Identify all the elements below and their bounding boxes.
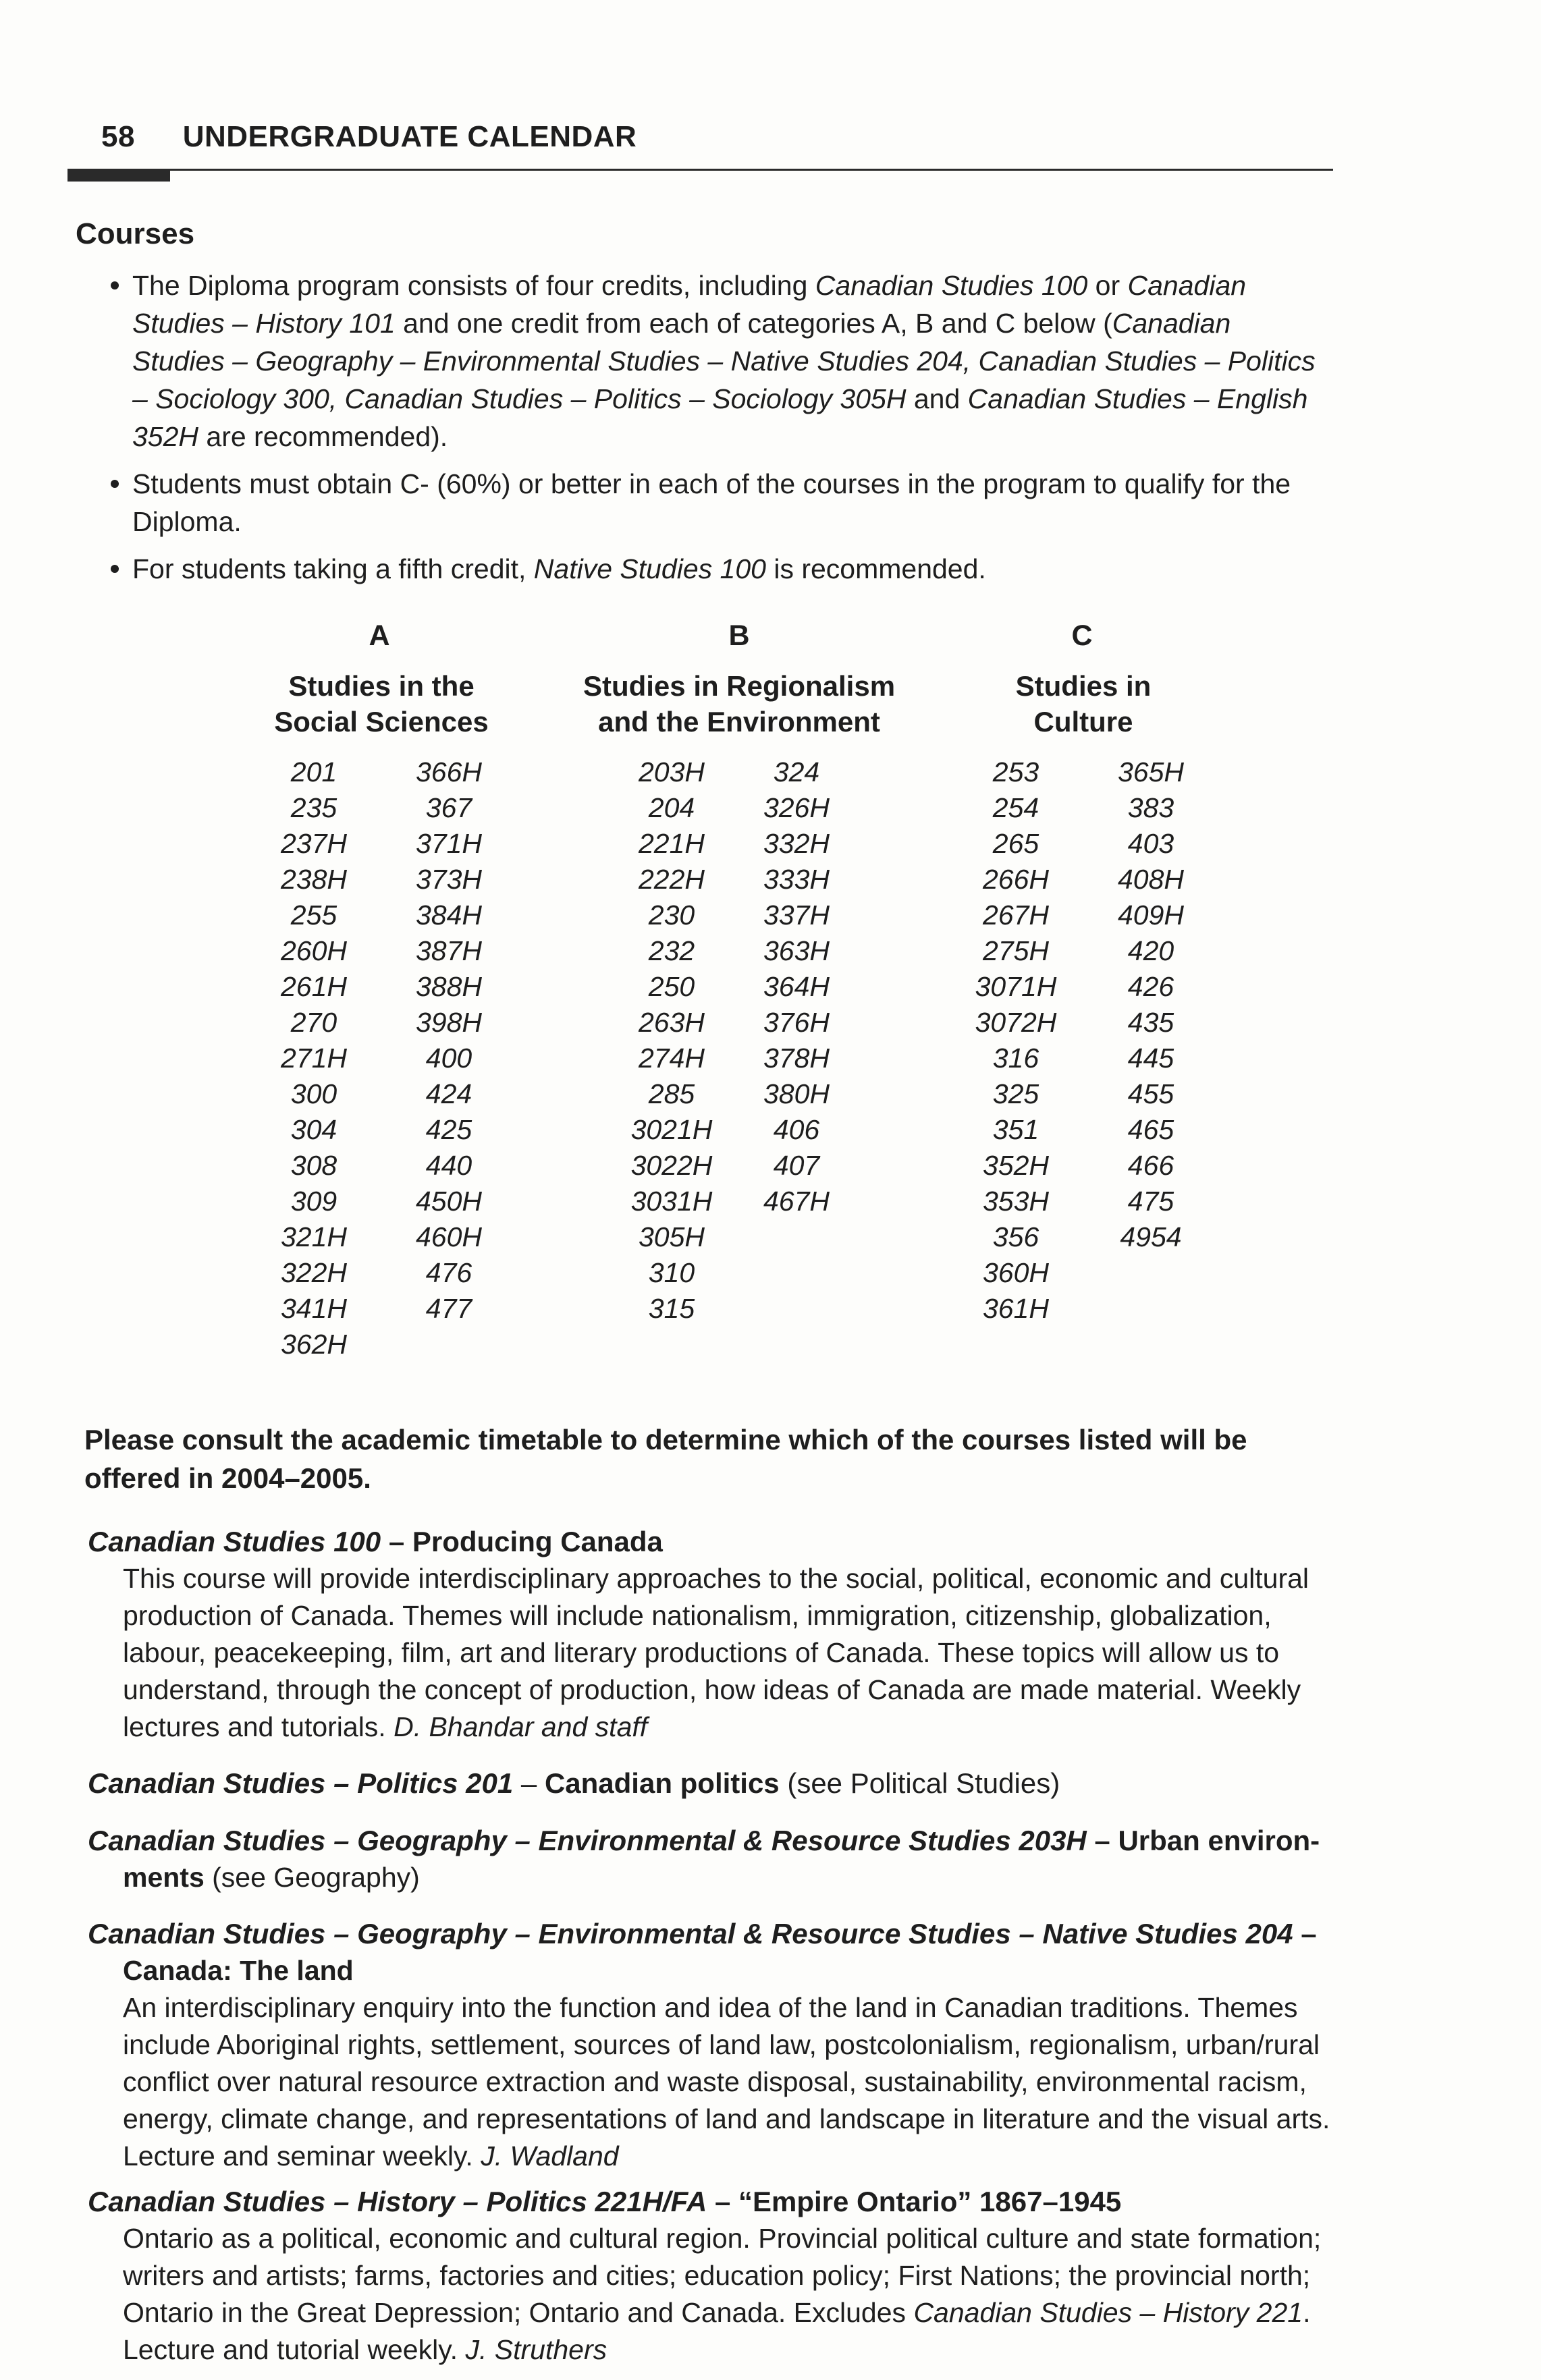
course-entry — [88, 2183, 1343, 2369]
course-number: 3022H — [630, 1150, 713, 1181]
description-text: Ontario as a political, economic and cultural region. Provincial political culture and state formation; writers and artists; farms, factories and cities; education policy; First Nations; the provincial north; Ontario in the Great Depression; Ontario and Canada. Excludes — [123, 2223, 1322, 2328]
course-number: 3071H — [975, 971, 1057, 1002]
course-number: 383 — [1127, 792, 1174, 823]
course-name: Urban environ- — [1118, 1825, 1320, 1856]
course-number: 403 — [1127, 828, 1174, 859]
course-number: 304 — [290, 1114, 337, 1145]
course-number: 367 — [425, 792, 472, 823]
course-code: Canadian Studies – History – Politics 221H/FA — [88, 2186, 707, 2217]
course-reference: Canadian Studies 100 — [815, 270, 1088, 301]
course-number: 232 — [648, 935, 695, 966]
course-reference: Canadian Studies – History 101 — [132, 270, 1247, 339]
category-title-line: Studies in Regionalism — [583, 670, 896, 702]
course-number: 425 — [425, 1114, 472, 1145]
course-number: 477 — [425, 1293, 472, 1324]
course-number: 261H — [280, 971, 347, 1002]
course-title-continued — [88, 1859, 1343, 1896]
page-number: 58 — [101, 120, 135, 153]
course-number: 371H — [415, 828, 482, 859]
course-number: 221H — [638, 828, 705, 859]
course-number: 204 — [648, 792, 695, 823]
course-number: 398H — [415, 1007, 482, 1038]
course-number: 309 — [290, 1186, 337, 1217]
list-item — [108, 465, 1323, 541]
instructor: J. Wadland — [481, 2140, 619, 2171]
program-requirements-list — [108, 267, 1323, 597]
course-number: 230 — [648, 900, 695, 931]
course-number: 360H — [982, 1257, 1049, 1288]
course-number: 308 — [290, 1150, 337, 1181]
section-heading-courses: Courses — [76, 217, 195, 250]
category-a-letter: A — [369, 619, 390, 652]
course-number: 265 — [992, 828, 1039, 859]
title-separator: – — [381, 1526, 412, 1557]
bullet-text: and — [906, 383, 968, 414]
course-number: 3021H — [630, 1114, 713, 1145]
course-number: 201 — [290, 756, 337, 787]
category-b-title — [570, 668, 908, 740]
course-number: 315 — [648, 1293, 695, 1324]
course-number: 270 — [290, 1007, 337, 1038]
course-entry — [88, 1765, 1343, 1802]
course-number: 325 — [992, 1078, 1039, 1109]
course-number: 440 — [425, 1150, 472, 1181]
course-number: 255 — [290, 900, 337, 931]
category-b-column-2 — [753, 754, 840, 1219]
header-rule-tab — [67, 171, 170, 182]
list-item — [108, 267, 1323, 455]
course-entry — [88, 1915, 1343, 2175]
course-number: 460H — [415, 1221, 482, 1252]
course-number: 305H — [638, 1221, 705, 1252]
course-reference: Canadian Studies – History 221 — [913, 2297, 1303, 2328]
course-number: 271H — [280, 1043, 347, 1074]
course-code: Canadian Studies – Geography – Environmental & Resource Studies – Native Studies 204 — [88, 1918, 1293, 1949]
course-number: 467H — [763, 1186, 830, 1217]
course-code: Canadian Studies 100 — [88, 1526, 381, 1557]
course-number: 310 — [648, 1257, 695, 1288]
course-number: 353H — [982, 1186, 1049, 1217]
course-number: 3072H — [975, 1007, 1057, 1038]
course-number: 337H — [763, 900, 830, 931]
description-text: . Lecture and tutorial weekly. — [123, 2297, 1311, 2365]
category-title-line: Studies in — [1015, 670, 1152, 702]
course-number: 388H — [415, 971, 482, 1002]
course-description — [88, 1989, 1343, 2175]
course-description — [88, 1560, 1343, 1746]
course-description — [88, 2220, 1343, 2369]
course-number: 274H — [638, 1043, 705, 1074]
category-a-column-2 — [405, 754, 493, 1327]
header-rule — [67, 169, 1333, 171]
instructor: J. Struthers — [465, 2334, 607, 2365]
course-reference: Native Studies 100 — [533, 553, 766, 584]
category-b-letter: B — [728, 619, 750, 652]
list-item — [108, 550, 1323, 588]
course-number: 267H — [982, 900, 1049, 931]
course-number: 407 — [773, 1150, 820, 1181]
course-reference: Canadian Studies – Geography – Environmental Studies – Native Studies 204, Canadian Studies – Politics – Sociology 300, Canadian Studies – Politics – Sociology 305H — [132, 308, 1316, 414]
course-number: 362H — [280, 1329, 347, 1360]
category-a-title — [256, 668, 506, 740]
course-number: 324 — [773, 756, 820, 787]
title-separator: – — [707, 2186, 738, 2217]
category-a-column-1 — [270, 754, 358, 1362]
course-number: 332H — [763, 828, 830, 859]
cross-reference: (see Geography) — [204, 1862, 420, 1893]
description-text: This course will provide interdisciplinary approaches to the social, political, economic and cultural production of Canada. Themes will include nationalism, immigration, citizenship, globalization, labour, peacekeeping, film, art and literary productions of Canada. These topics will allow us to understand, through the concept of production, how ideas of Canada are made material. Weekly lectures and tutorials. — [123, 1563, 1309, 1742]
course-number: 406 — [773, 1114, 820, 1145]
course-entry — [88, 1523, 1343, 1746]
category-c-title — [979, 668, 1188, 740]
course-number: 254 — [992, 792, 1039, 823]
course-title — [88, 1915, 1343, 1952]
course-number: 476 — [425, 1257, 472, 1288]
course-number: 363H — [763, 935, 830, 966]
course-number: 435 — [1127, 1007, 1174, 1038]
course-name: ments — [123, 1862, 205, 1893]
course-name: Producing Canada — [412, 1526, 663, 1557]
course-number: 400 — [425, 1043, 472, 1074]
course-number: 361H — [982, 1293, 1049, 1324]
title-separator: – — [1293, 1918, 1317, 1949]
category-title-line: Social Sciences — [274, 706, 489, 738]
course-number: 465 — [1127, 1114, 1174, 1145]
title-separator: – — [1086, 1825, 1118, 1856]
course-number: 424 — [425, 1078, 472, 1109]
category-c-column-2 — [1107, 754, 1195, 1255]
course-number: 322H — [280, 1257, 347, 1288]
course-number: 253 — [992, 756, 1039, 787]
course-number: 316 — [992, 1043, 1039, 1074]
course-number: 235 — [290, 792, 337, 823]
course-name: Canada: The land — [123, 1955, 354, 1986]
course-title — [88, 2183, 1343, 2220]
course-number: 238H — [280, 864, 347, 895]
course-number: 356 — [992, 1221, 1039, 1252]
bullet-text: Students must obtain C- (60%) or better in each of the courses in the program to qualify for the Diploma. — [132, 468, 1291, 537]
course-number: 373H — [415, 864, 482, 895]
course-number: 378H — [763, 1043, 830, 1074]
description-text: An interdisciplinary enquiry into the function and idea of the land in Canadian traditions. Themes include Aboriginal rights, settlement, sources of land law, postcolonialism, regionalism, urban/rural conflict over natural resource extraction and waste disposal, sustainability, environmental racism, energy, climate change, and representations of land and landscape in literature and the visual arts. Lecture and seminar weekly. — [123, 1992, 1330, 2171]
instructor: D. Bhandar and staff — [394, 1711, 648, 1742]
category-title-line: Culture — [1033, 706, 1133, 738]
course-number: 376H — [763, 1007, 830, 1038]
course-number: 365H — [1117, 756, 1184, 787]
course-number: 366H — [415, 756, 482, 787]
timetable-notice: Please consult the academic timetable to determine which of the courses listed will be offered in 2004–2005. — [84, 1424, 1247, 1494]
course-number: 341H — [280, 1293, 347, 1324]
course-entry — [88, 1822, 1343, 1896]
course-number: 380H — [763, 1078, 830, 1109]
course-number: 203H — [638, 756, 705, 787]
course-number: 263H — [638, 1007, 705, 1038]
cross-reference: (see Political Studies) — [779, 1767, 1060, 1799]
page-header — [101, 120, 637, 154]
course-code: Canadian Studies – Politics 201 — [88, 1767, 514, 1799]
course-number: 266H — [982, 864, 1049, 895]
bullet-text: and one credit from each of categories A, B and C below ( — [395, 308, 1112, 339]
bullet-text: or — [1087, 270, 1128, 301]
course-title — [88, 1765, 1343, 1802]
course-number: 364H — [763, 971, 830, 1002]
course-number: 333H — [763, 864, 830, 895]
course-number: 300 — [290, 1078, 337, 1109]
course-number: 426 — [1127, 971, 1174, 1002]
category-b-column-1 — [621, 754, 722, 1327]
course-number: 445 — [1127, 1043, 1174, 1074]
course-number: 3031H — [630, 1186, 713, 1217]
category-title-line: Studies in the — [288, 670, 475, 702]
category-title-line: and the Environment — [598, 706, 880, 738]
title-separator: – — [513, 1767, 545, 1799]
course-number: 260H — [280, 935, 347, 966]
course-number: 450H — [415, 1186, 482, 1217]
course-number: 351 — [992, 1114, 1039, 1145]
bullet-text: For students taking a fifth credit, — [132, 553, 534, 584]
course-title — [88, 1523, 1343, 1560]
course-title-continued — [88, 1952, 1343, 1989]
course-number: 408H — [1117, 864, 1184, 895]
course-reference: Canadian Studies – English 352H — [132, 383, 1308, 452]
course-number: 285 — [648, 1078, 695, 1109]
course-number: 326H — [763, 792, 830, 823]
course-number: 250 — [648, 971, 695, 1002]
course-number: 237H — [280, 828, 347, 859]
course-number: 4954 — [1120, 1221, 1182, 1252]
course-number: 275H — [982, 935, 1049, 966]
course-number: 466 — [1127, 1150, 1174, 1181]
course-name: “Empire Ontario” 1867–1945 — [738, 2186, 1122, 2217]
bullet-text: are recommended). — [198, 421, 448, 452]
course-number: 409H — [1117, 900, 1184, 931]
course-number: 321H — [280, 1221, 347, 1252]
course-number: 222H — [638, 864, 705, 895]
course-number: 352H — [982, 1150, 1049, 1181]
bullet-text: is recommended. — [765, 553, 986, 584]
bullet-text: The Diploma program consists of four credits, including — [132, 270, 815, 301]
course-title — [88, 1822, 1343, 1859]
course-number: 420 — [1127, 935, 1174, 966]
course-name: Canadian politics — [544, 1767, 780, 1799]
course-number: 387H — [415, 935, 482, 966]
course-code: Canadian Studies – Geography – Environmental & Resource Studies 203H — [88, 1825, 1087, 1856]
course-number: 384H — [415, 900, 482, 931]
category-c-column-1 — [965, 754, 1066, 1327]
course-number: 455 — [1127, 1078, 1174, 1109]
calendar-title: UNDERGRADUATE CALENDAR — [182, 120, 637, 153]
category-c-letter: C — [1071, 619, 1093, 652]
course-number: 475 — [1127, 1186, 1174, 1217]
